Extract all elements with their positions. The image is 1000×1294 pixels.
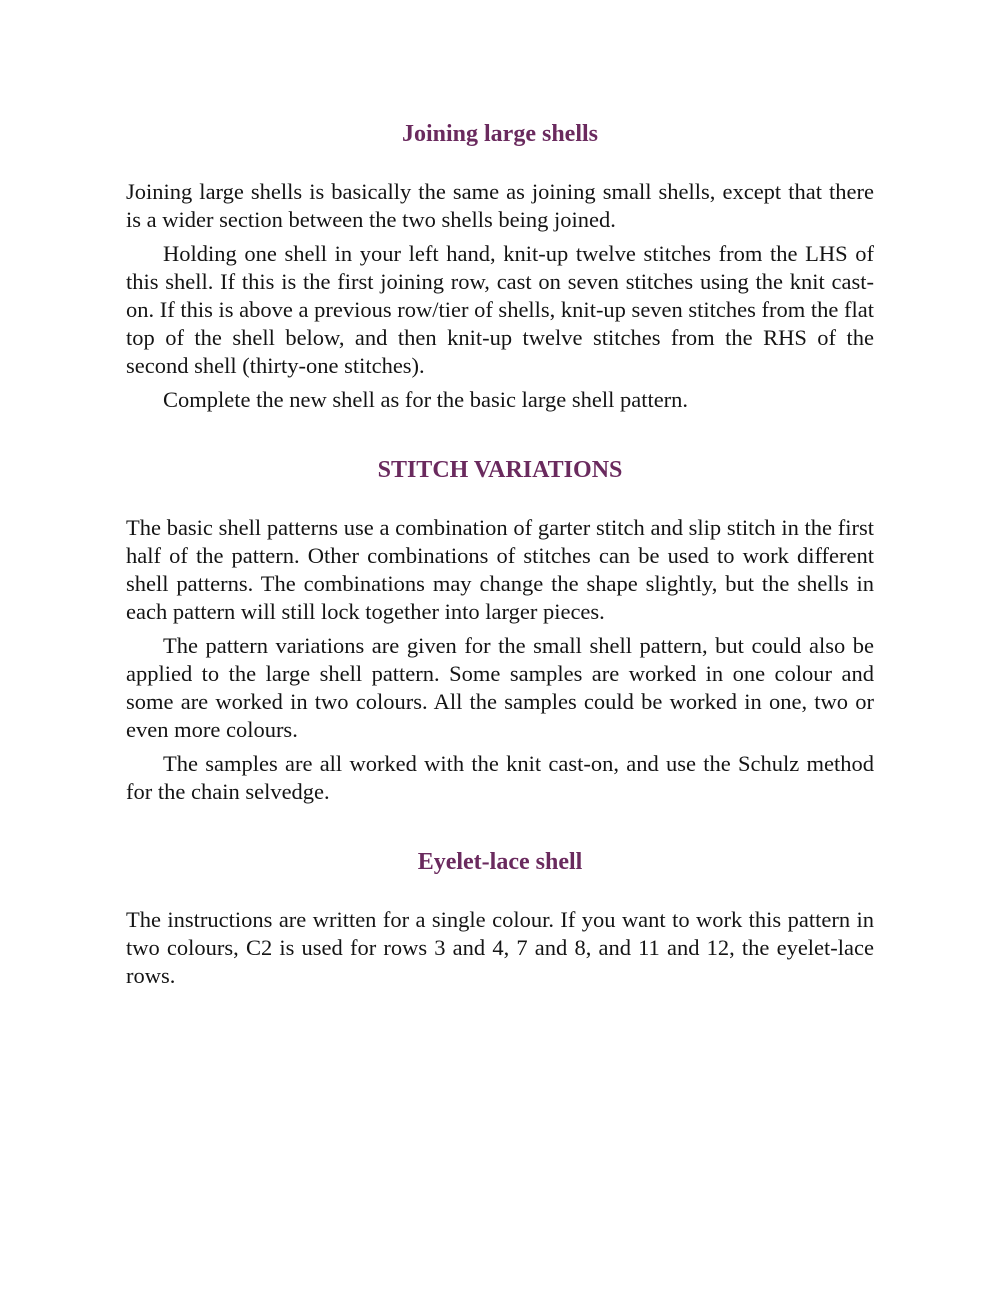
paragraph: The instructions are written for a single colour. If you want to work this pattern in two colours, C2 is used for rows 3 and 4, 7 and 8, and 11 and 12, the eyelet-lace rows. <box>126 907 874 988</box>
section-joining-large-shells <box>126 118 874 414</box>
document-page <box>126 118 874 990</box>
section-heading: STITCH VARIATIONS <box>377 457 623 483</box>
section-eyelet-lace-shell <box>126 846 874 990</box>
section-stitch-variations <box>126 454 874 806</box>
section-heading: Eyelet-lace shell <box>417 849 583 875</box>
paragraph: The samples are all worked with the knit cast-on, and use the Schulz method for the chain selvedge. <box>126 751 874 804</box>
paragraph: Joining large shells is basically the same as joining small shells, except that there is a wider section between the two shells being joined. <box>126 179 874 232</box>
paragraph: Holding one shell in your left hand, knit-up twelve stitches from the LHS of this shell. If this is the first joining row, cast on seven stitches using the knit cast-on. If this is above a previous row/tier of shells, knit-up seven stitches from the flat top of the shell below, and then knit-up twelve stitches from the RHS of the second shell (thirty-one stitches). <box>126 241 874 378</box>
section-heading: Joining large shells <box>401 121 599 147</box>
paragraph: The basic shell patterns use a combination of garter stitch and slip stitch in the first half of the pattern. Other combinations of stitches can be used to work different shell patterns. The combinations may change the shape slightly, but the shells in each pattern will still lock together into larger pieces. <box>126 515 874 624</box>
paragraph: Complete the new shell as for the basic large shell pattern. <box>163 387 689 412</box>
paragraph: The pattern variations are given for the small shell pattern, but could also be applied to the large shell pattern. Some samples are worked in one colour and some are worked in two colours. All the samples could be worked in one, two or even more colours. <box>126 633 874 742</box>
